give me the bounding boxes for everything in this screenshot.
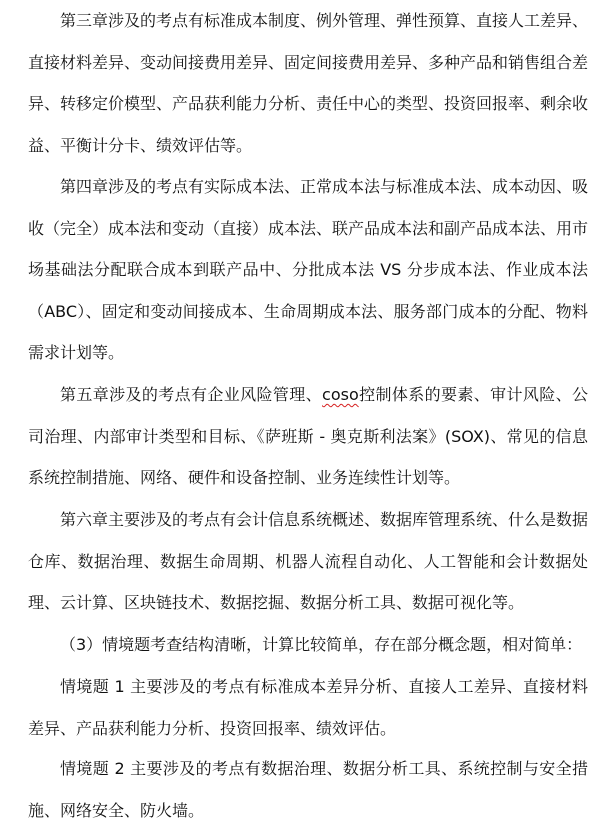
- paragraph-chapter-4: 第四章涉及的考点有实际成本法、正常成本法与标准成本法、成本动因、吸收（完全）成本法和变动（直接）成本法、联产品成本法和副产品成本法、用市场基础法分配联合成本到联产品中、分批成本法 VS 分步成本法、作业成本法（ABC）、固定和变动间接成本、生命周期成本法、服务部门成本的分配、物料需求计划等。: [28, 177, 589, 362]
- paragraph-chapter-6: 第六章主要涉及的考点有会计信息系统概述、数据库管理系统、什么是数据仓库、数据治理、数据生命周期、机器人流程自动化、人工智能和会计数据处理、云计算、区块链技术、数据挖掘、数据分析工具、数据可视化等。: [28, 510, 589, 612]
- paragraph-scenario-1: 情境题 1 主要涉及的考点有标准成本差异分析、直接人工差异、直接材料差异、产品获利能力分析、投资回报率、绩效评估。: [28, 677, 588, 738]
- chapter-5-text-after: 控制体系的要素、审计风险、公司治理、内部审计类型和目标、《萨班斯 - 奥克斯利法案》(SOX)、常见的信息系统控制措施、网络、硬件和设备控制、业务连续性计划等。: [28, 385, 588, 487]
- paragraph-scenario-2: 情境题 2 主要涉及的考点有数据治理、数据分析工具、系统控制与安全措施、网络安全、防火墙。: [28, 759, 588, 820]
- paragraph-chapter-5: [28, 374, 588, 499]
- spellcheck-flagged-word: coso: [322, 385, 359, 404]
- chapter-5-text-before: 第五章涉及的考点有企业风险管理、: [60, 385, 323, 404]
- paragraph-point-3: （3）情境题考查结构清晰，计算比较简单，存在部分概念题，相对简单：: [60, 635, 583, 654]
- paragraph-chapter-3: 第三章涉及的考点有标准成本制度、例外管理、弹性预算、直接人工差异、直接材料差异、变动间接费用差异、固定间接费用差异、多种产品和销售组合差异、转移定价模型、产品获利能力分析、责任中心的类型、投资回报率、剩余收益、平衡计分卡、绩效评估等。: [28, 11, 589, 155]
